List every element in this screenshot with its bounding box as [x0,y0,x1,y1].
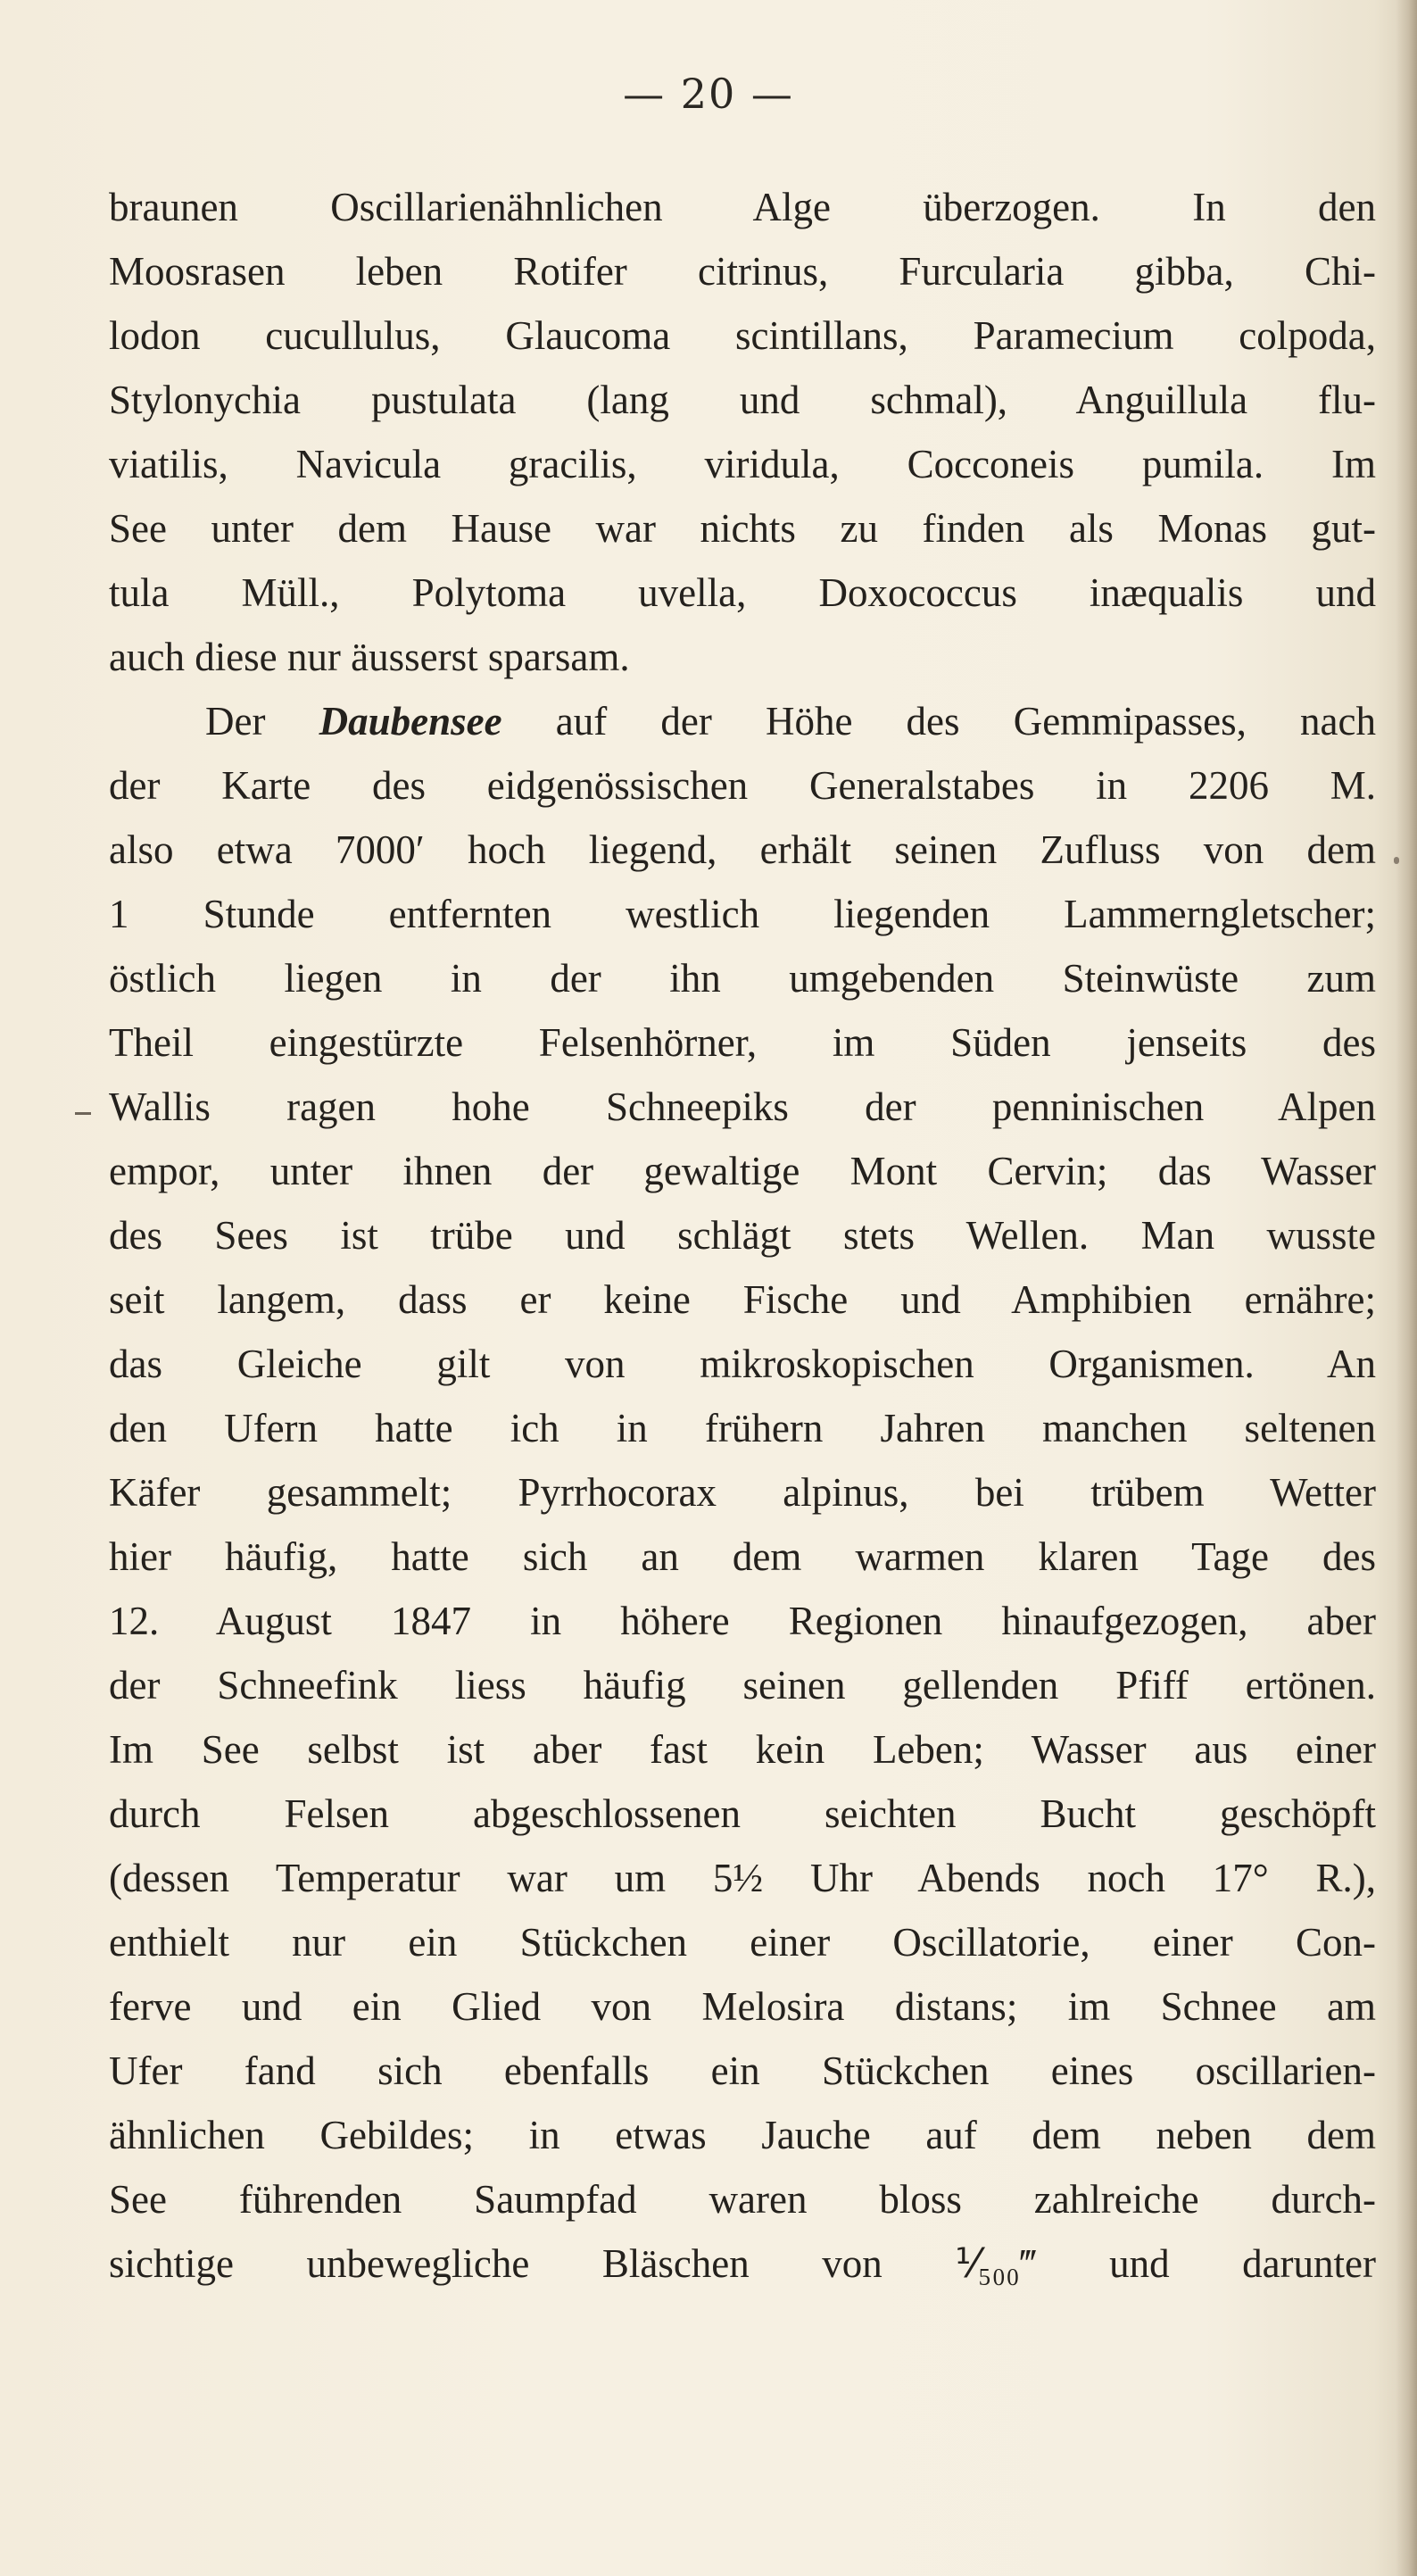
body-text [109,175,1376,2296]
margin-mark [75,1112,91,1115]
text-line: östlich liegen in der ihn umgebenden Steinwüste zum [109,956,1376,1001]
text-line: das Gleiche gilt von mikroskopischen Organismen. An [109,1342,1376,1386]
line-part: auf der Höhe des Gemmipasses, nach [501,699,1376,744]
page-number: — 20 — [623,70,794,118]
margin-dot [1394,857,1399,864]
text-line: See unter dem Hause war nichts zu finden als Monas gut- [109,506,1376,551]
text-line: viatilis, Navicula gracilis, viridula, Cocconeis pumila. Im [109,442,1376,486]
text-line: Theil eingestürzte Felsenhörner, im Süden jenseits des [109,1020,1376,1065]
text-line: ähnlichen Gebildes; in etwas Jauche auf dem neben dem [109,2113,1376,2157]
text-line: Wallis ragen hohe Schneepiks der penninischen Alpen [109,1084,1376,1129]
text-line: also etwa 7000′ hoch liegend, erhält seinen Zufluss von dem [109,827,1376,872]
text-line: ferve und ein Glied von Melosira distans; im Schnee am [109,1984,1376,2029]
text-line: tula Müll., Polytoma uvella, Doxococcus inæqualis und [109,570,1376,615]
lake-name-emphasis: Daubensee [319,699,502,744]
text-line: Ufer fand sich ebenfalls ein Stückchen eines oscillarien- [109,2048,1376,2093]
text-line: den Ufern hatte ich in frühern Jahren manchen seltenen [109,1406,1376,1450]
text-line: 1 Stunde entfernten westlich liegenden Lammerngletscher; [109,892,1376,936]
text-line: lodon cucullulus, Glaucoma scintillans, Paramecium colpoda, [109,313,1376,358]
text-line: sichtige unbewegliche Bläschen von ⅟₅₀₀‴ und darunter [109,2241,1376,2286]
text-line: der Schneefink liess häufig seinen gellenden Pfiff ertönen. [109,1663,1376,1708]
text-line: seit langem, dass er keine Fische und Amphibien ernähre; [109,1277,1376,1322]
text-line: See führenden Saumpfad waren bloss zahlreiche durch- [109,2177,1376,2222]
line-part: Der [205,699,319,744]
text-line: Stylonychia pustulata (lang und schmal), Anguillula flu- [109,378,1376,422]
text-line: hier häufig, hatte sich an dem warmen klaren Tage des [109,1534,1376,1579]
text-line: empor, unter ihnen der gewaltige Mont Cervin; das Wasser [109,1149,1376,1193]
paragraph-start-line [109,689,1376,753]
paragraph-end-line: auch diese nur äusserst sparsam. [109,635,630,679]
text-line: Im See selbst ist aber fast kein Leben; Wasser aus einer [109,1727,1376,1772]
text-line: des Sees ist trübe und schlägt stets Wellen. Man wusste [109,1213,1376,1258]
text-line: Moosrasen leben Rotifer citrinus, Furcularia gibba, Chi- [109,249,1376,294]
text-line: Käfer gesammelt; Pyrrhocorax alpinus, bei trübem Wetter [109,1470,1376,1515]
page-gutter-shadow [1396,0,1417,2576]
text-line: (dessen Temperatur war um 5½ Uhr Abends noch 17° R.), [109,1856,1376,1900]
text-line: enthielt nur ein Stückchen einer Oscillatorie, einer Con- [109,1920,1376,1965]
text-line: der Karte des eidgenössischen Generalstabes in 2206 M. [109,763,1376,808]
text-line: 12. August 1847 in höhere Regionen hinaufgezogen, aber [109,1599,1376,1643]
text-line: durch Felsen abgeschlossenen seichten Bucht geschöpft [109,1791,1376,1836]
text-line: braunen Oscillarienähnlichen Alge überzogen. In den [109,185,1376,229]
